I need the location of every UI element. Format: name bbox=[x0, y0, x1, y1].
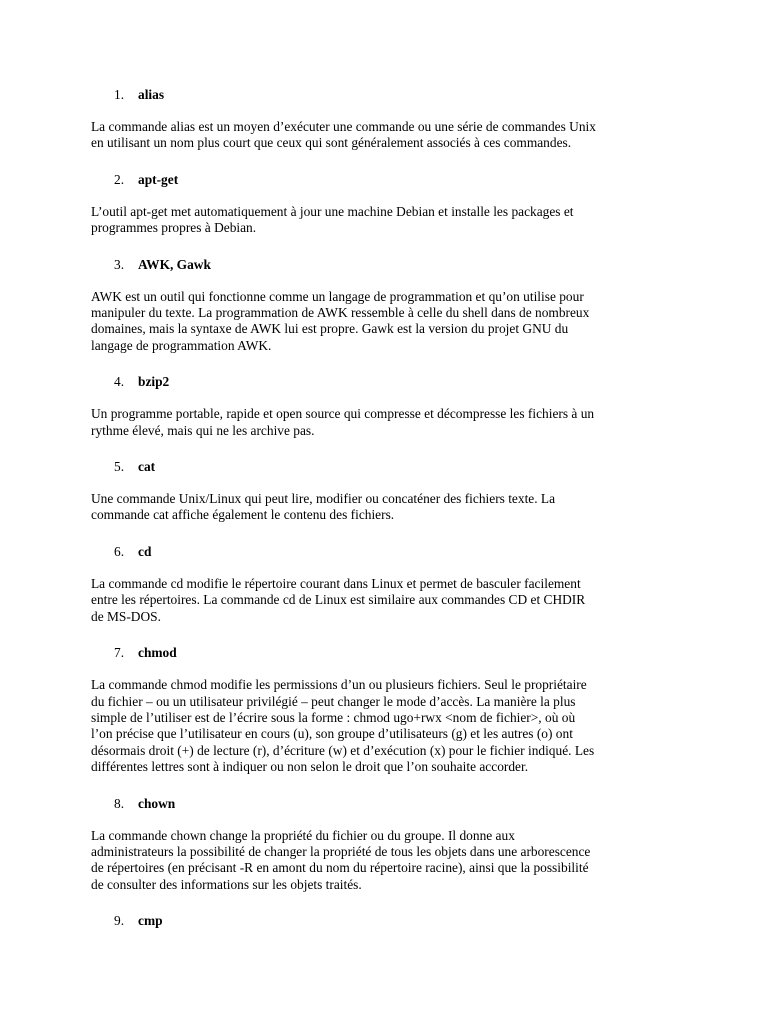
entry-description bbox=[91, 677, 681, 775]
entry-cd bbox=[91, 542, 681, 625]
description-line: AWK est un outil qui fonctionne comme un langage de programmation et qu’on utilise pour bbox=[91, 288, 584, 304]
entry-description bbox=[91, 576, 681, 625]
list-number: 2. bbox=[114, 171, 125, 187]
list-number: 9. bbox=[114, 913, 125, 929]
entry-apt-get bbox=[91, 170, 681, 237]
description-line: de répertoires (en précisant -R en amont du nom du répertoire racine), ainsi que la possibilité bbox=[91, 860, 589, 876]
entry-heading bbox=[91, 372, 681, 392]
list-number: 6. bbox=[114, 543, 125, 559]
description-line: administrateurs la possibilité de changer la propriété de tous les objets dans une arborescence bbox=[91, 843, 591, 859]
list-number: 1. bbox=[114, 87, 125, 102]
command-name: AWK, Gawk bbox=[138, 256, 211, 272]
description-line: La commande chown change la propriété du fichier ou du groupe. Il donne aux bbox=[91, 827, 515, 843]
description-line: La commande alias est un moyen d’exécuter une commande ou une série de commandes Unix bbox=[91, 119, 596, 134]
description-line: de MS-DOS. bbox=[91, 608, 161, 624]
entry-description bbox=[91, 406, 681, 439]
description-line: l’on précise que l’utilisateur en cours (u), son groupe d’utilisateurs (g) et les autres (o) ont bbox=[91, 726, 573, 742]
entry-heading bbox=[91, 170, 681, 190]
description-line: commande cat affiche également le contenu des fichiers. bbox=[91, 507, 395, 523]
command-name: alias bbox=[138, 87, 165, 102]
description-line: désormais droit (+) de lecture (r), d’écriture (w) et d’exécution (x) pour le fichier indiqué. Les bbox=[91, 742, 595, 758]
entry-description bbox=[91, 828, 681, 894]
description-line: La commande chmod modifie les permissions d’un ou plusieurs fichiers. Seul le propriétaire bbox=[91, 677, 587, 693]
command-name: cat bbox=[138, 459, 156, 475]
description-line: L’outil apt-get met automatiquement à jour une machine Debian et installe les packages et bbox=[91, 203, 574, 219]
command-name: cd bbox=[138, 543, 152, 559]
description-line: rythme élevé, mais qui ne les archive pas. bbox=[91, 422, 315, 438]
entry-awk-gawk bbox=[91, 255, 681, 355]
entry-chown bbox=[91, 794, 681, 894]
list-number: 8. bbox=[114, 795, 125, 811]
command-name: bzip2 bbox=[138, 374, 170, 390]
entry-heading bbox=[91, 643, 681, 663]
description-line: simple de l’utiliser est de l’écrire sous la forme : chmod ugo+rwx <nom de fichier>, où où bbox=[91, 709, 576, 725]
entry-cmp bbox=[91, 911, 681, 931]
description-line: en utilisant un nom plus court que ceux qui sont généralement associés à ces commandes. bbox=[91, 135, 572, 151]
entry-description bbox=[91, 289, 681, 355]
entry-heading bbox=[91, 85, 681, 105]
list-number: 5. bbox=[114, 459, 125, 475]
description-line: langage de programmation AWK. bbox=[91, 337, 272, 353]
entry-heading bbox=[91, 794, 681, 814]
description-line: programmes propres à Debian. bbox=[91, 220, 257, 236]
document-page bbox=[91, 85, 681, 945]
description-line: entre les répertoires. La commande cd de Linux est similaire aux commandes CD et CHDIR bbox=[91, 592, 586, 608]
command-name: chmod bbox=[138, 645, 177, 661]
entry-chmod bbox=[91, 643, 681, 775]
list-number: 3. bbox=[114, 256, 125, 272]
entry-heading bbox=[91, 911, 681, 931]
description-line: domaines, mais la syntaxe de AWK lui est propre. Gawk est la version du projet GNU du bbox=[91, 321, 569, 337]
command-name: apt-get bbox=[138, 171, 179, 187]
entry-bzip2 bbox=[91, 372, 681, 439]
entry-cat bbox=[91, 457, 681, 524]
entry-heading bbox=[91, 542, 681, 562]
description-line: La commande cd modifie le répertoire courant dans Linux et permet de basculer facilement bbox=[91, 575, 581, 591]
description-line: différentes lettres sont à indiquer ou non selon le droit que l’on souhaite accorder. bbox=[91, 759, 529, 775]
command-name: cmp bbox=[138, 913, 163, 929]
list-number: 4. bbox=[114, 374, 125, 390]
entry-heading bbox=[91, 457, 681, 477]
description-line: de consulter des informations sur les objets traités. bbox=[91, 876, 362, 892]
command-name: chown bbox=[138, 795, 176, 811]
description-line: Une commande Unix/Linux qui peut lire, modifier ou concaténer des fichiers texte. La bbox=[91, 491, 556, 507]
entry-heading bbox=[91, 255, 681, 275]
list-number: 7. bbox=[114, 645, 125, 661]
description-line: manipuler du texte. La programmation de AWK ressemble à celle du shell dans de nombreux bbox=[91, 305, 590, 321]
entry-description bbox=[91, 491, 681, 524]
entry-alias bbox=[91, 85, 681, 152]
description-line: Un programme portable, rapide et open source qui compresse et décompresse les fichiers à un bbox=[91, 406, 595, 422]
entry-description bbox=[91, 119, 681, 152]
description-line: du fichier – ou un utilisateur privilégié – peut changer le mode d’accès. La manière la plus bbox=[91, 693, 576, 709]
entry-description bbox=[91, 204, 681, 237]
